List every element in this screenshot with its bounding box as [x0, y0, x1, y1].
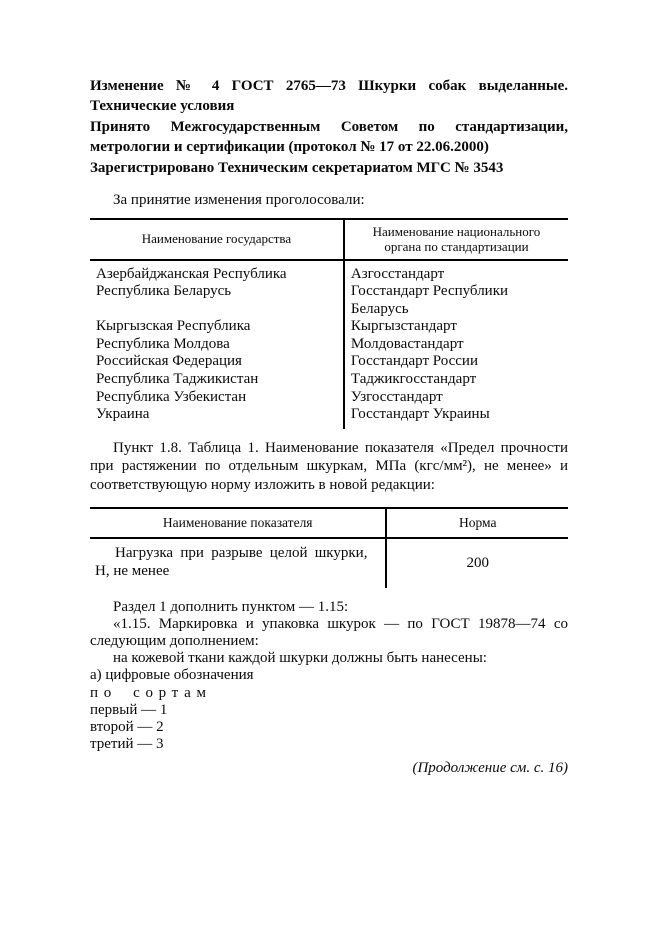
- grade-line: второй — 2: [90, 719, 164, 736]
- section-quote: «1.15. Маркировка и упаковка шкурок — по ГОСТ 19878—74 со следующим дополнением:: [90, 615, 568, 650]
- continuation-note: (Продолжение см. с. 16): [412, 760, 568, 777]
- norm-table-header-indicator: Наименование показателя: [90, 508, 386, 538]
- organ-cell: Госстандарт России: [350, 353, 478, 370]
- page-content: [90, 77, 568, 792]
- norm-table: [90, 507, 568, 588]
- table-row: [90, 260, 568, 284]
- table-row: [90, 371, 568, 389]
- norm-table-header-row: [90, 508, 568, 538]
- table-row: [90, 336, 568, 354]
- table-row: [90, 389, 568, 407]
- organ-cell: Госстандарт Украины: [350, 406, 490, 423]
- state-cell: Азербайджанская Республика: [90, 260, 344, 284]
- table-row: [90, 538, 568, 588]
- state-cell: Республика Молдова: [90, 336, 344, 354]
- table-row: [90, 318, 568, 336]
- organ-cell: Таджикгосстандарт: [350, 371, 477, 388]
- registered-line: Зарегистрировано Техническим секретариатом МГС № 3543: [90, 160, 504, 176]
- vote-intro: За принятие изменения проголосовали:: [113, 191, 365, 208]
- vote-table-header-organ-line2: органа по стандартизации: [384, 239, 529, 254]
- grade-line: первый — 1: [90, 701, 168, 718]
- state-cell: Республика Узбекистан: [90, 389, 344, 407]
- vote-table-header-row: [90, 219, 568, 260]
- section-intro: Раздел 1 дополнить пунктом — 1.15:: [113, 598, 349, 615]
- organ-cell: Азгосстандарт: [350, 265, 445, 282]
- vote-table: [90, 218, 568, 429]
- section-apply-line: на кожевой ткани каждой шкурки должны быть нанесены:: [113, 650, 487, 667]
- table-row: [90, 406, 568, 429]
- indicator-cell: Нагрузка при разрыве целой шкурки, Н, не менее: [90, 538, 386, 588]
- state-cell: Республика Беларусь: [90, 283, 344, 318]
- vote-table-header-organ: [344, 219, 568, 260]
- organ-cell: Госстандарт Республики Беларусь: [350, 283, 509, 317]
- vote-table-header-organ-line1: Наименование национального: [372, 223, 541, 239]
- item-a: а) цифровые обозначения: [90, 667, 254, 684]
- state-cell: Республика Таджикистан: [90, 371, 344, 389]
- spaced-label: по сортам: [90, 684, 212, 701]
- clause-paragraph: Пункт 1.8. Таблица 1. Наименование показателя «Предел прочности при растяжении по отдельным шкуркам, МПа (кгс/мм²), не менее» и соответствующую норму изложить в новой редакции:: [90, 439, 568, 494]
- organ-cell: Кыргызстандарт: [350, 318, 457, 335]
- vote-table-header-state: Наименование государства: [90, 219, 344, 260]
- organ-cell: Узгосстандарт: [350, 388, 443, 405]
- norm-table-header-value: Норма: [386, 508, 568, 538]
- organ-cell: Молдовастандарт: [350, 335, 464, 352]
- table-row: [90, 283, 568, 318]
- accepted-line: Принято Межгосударственным Советом по стандартизации, метрологии и сертификации (протокол № 17 от 22.06.2000): [90, 119, 568, 155]
- value-cell: 200: [466, 555, 489, 572]
- state-cell: Российская Федерация: [90, 353, 344, 371]
- grade-line: третий — 3: [90, 736, 164, 753]
- state-cell: Украина: [90, 406, 344, 429]
- state-cell: Кыргызская Республика: [90, 318, 344, 336]
- table-row: [90, 353, 568, 371]
- doc-title: Изменение № 4 ГОСТ 2765—73 Шкурки собак выделанные. Технические условия: [90, 78, 568, 114]
- amendment-section: [90, 599, 568, 754]
